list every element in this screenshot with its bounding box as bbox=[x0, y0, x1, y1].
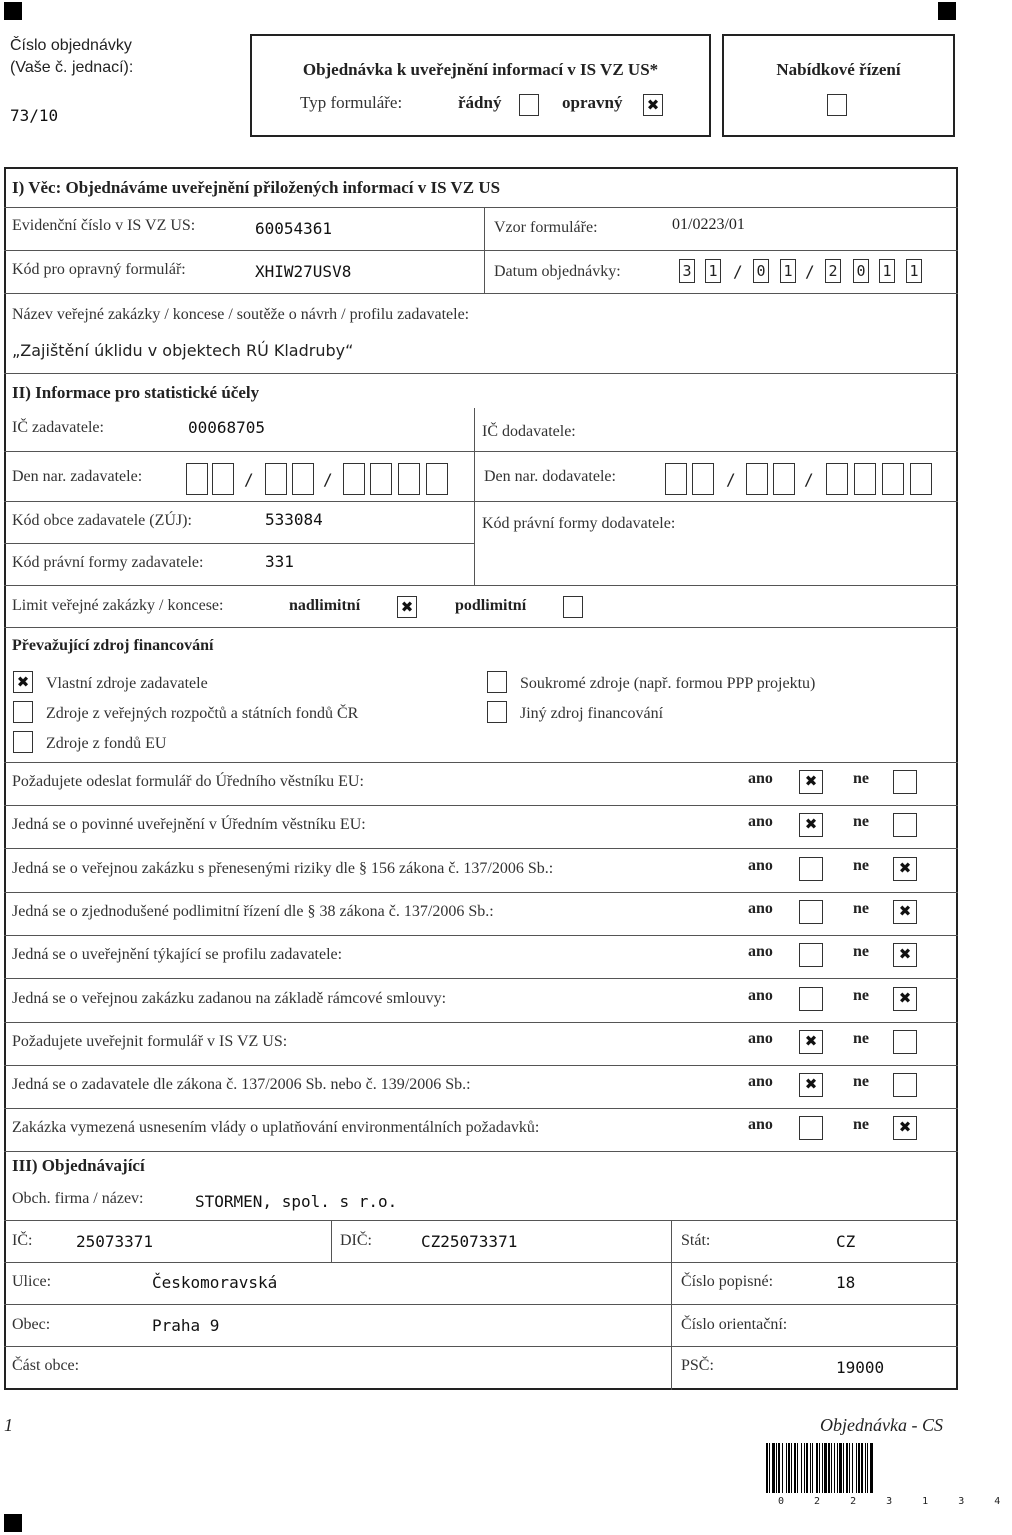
dic-value: CZ25073371 bbox=[421, 1232, 518, 1251]
date-separator: / bbox=[804, 470, 814, 489]
nazev-label: Název veřejné zakázky / koncese / soutěže o návrh / profilu zadavatele: bbox=[12, 306, 470, 323]
birth-date-box[interactable] bbox=[665, 463, 687, 495]
barcode-bar bbox=[846, 1443, 848, 1493]
barcode-bar bbox=[806, 1443, 808, 1493]
question-text: Jedná se o zjednodušené podlimitní řízení dle § 38 zákona č. 137/2006 Sb.: bbox=[12, 903, 494, 920]
question-text: Jedná se o povinné uveřejnění v Úředním věstníku EU: bbox=[12, 816, 366, 833]
barcode-bar bbox=[858, 1443, 860, 1493]
limit-label: Limit veřejné zakázky / koncese: bbox=[12, 597, 224, 614]
datum-label: Datum objednávky: bbox=[494, 263, 621, 280]
barcode-bar bbox=[822, 1443, 823, 1493]
title-box bbox=[250, 34, 711, 137]
kod-pf-dod-label: Kód právní formy dodavatele: bbox=[482, 515, 676, 532]
form-type-regular-checkbox[interactable] bbox=[519, 94, 539, 116]
obec-value: Praha 9 bbox=[152, 1316, 220, 1335]
date-digit: 1 bbox=[879, 259, 895, 283]
ulice-value: Českomoravská bbox=[152, 1273, 278, 1292]
barcode-bar bbox=[828, 1443, 830, 1493]
question-text: Jedná se o zadavatele dle zákona č. 137/2006 Sb. nebo č. 139/2006 Sb.: bbox=[12, 1076, 471, 1093]
divider bbox=[4, 805, 958, 806]
yes-checkbox[interactable] bbox=[799, 1116, 823, 1140]
section-2-title: II) Informace pro statistické účely bbox=[12, 383, 260, 402]
form-type-regular-label: řádný bbox=[458, 93, 502, 112]
tender-checkbox[interactable] bbox=[827, 94, 847, 116]
date-separator: / bbox=[733, 262, 743, 281]
no-label: ne bbox=[853, 770, 869, 787]
barcode-bar bbox=[837, 1443, 838, 1493]
kod-label: Kód pro opravný formulář: bbox=[12, 261, 186, 278]
no-label: ne bbox=[853, 943, 869, 960]
limit-pod-checkbox[interactable] bbox=[563, 596, 583, 618]
divider bbox=[474, 408, 475, 585]
divider bbox=[4, 451, 958, 452]
barcode-bar bbox=[831, 1443, 832, 1493]
ic-zad-label: IČ zadavatele: bbox=[12, 419, 104, 436]
no-checkbox[interactable] bbox=[893, 900, 917, 924]
section-3-title: III) Objednávající bbox=[12, 1156, 145, 1175]
kod-value: XHIW27USV8 bbox=[255, 262, 352, 281]
no-label: ne bbox=[853, 1116, 869, 1133]
no-checkbox[interactable] bbox=[893, 1073, 917, 1097]
yes-checkbox[interactable] bbox=[799, 900, 823, 924]
no-checkbox[interactable] bbox=[893, 813, 917, 837]
date-digit: 1 bbox=[906, 259, 922, 283]
yes-checkbox[interactable] bbox=[799, 857, 823, 881]
birth-date-box[interactable] bbox=[854, 463, 876, 495]
yes-label: ano bbox=[748, 1116, 773, 1133]
divider bbox=[4, 250, 958, 251]
date-separator: / bbox=[244, 470, 254, 489]
zdroj-verejne-checkbox[interactable] bbox=[13, 701, 33, 723]
barcode-bar bbox=[797, 1443, 798, 1493]
obec-label: Obec: bbox=[12, 1316, 51, 1333]
date-separator: / bbox=[726, 470, 736, 489]
divider bbox=[4, 762, 958, 763]
birth-date-box[interactable] bbox=[882, 463, 904, 495]
zdroj-verejne-label: Zdroje z veřejných rozpočtů a státních fondů ČR bbox=[46, 705, 359, 722]
divider bbox=[4, 848, 958, 849]
evid-label: Evidenční číslo v IS VZ US: bbox=[12, 217, 196, 234]
nazev-value: „Zajištění úklidu v objektech RÚ Kladruby“ bbox=[12, 341, 354, 360]
yes-label: ano bbox=[748, 1073, 773, 1090]
zdroj-vlastni-checkbox[interactable] bbox=[13, 671, 33, 693]
zdroj-eu-label: Zdroje z fondů EU bbox=[46, 735, 167, 752]
barcode-bar bbox=[791, 1443, 792, 1493]
firma-value: STORMEN, spol. s r.o. bbox=[195, 1192, 398, 1211]
vzor-value: 01/0223/01 bbox=[672, 216, 745, 233]
barcode-bar bbox=[861, 1443, 863, 1493]
form-type-label: Typ formuláře: bbox=[300, 93, 403, 112]
tender-label: Nabídkové řízení bbox=[776, 60, 901, 79]
order-number-label-line2: (Vaše č. jednací): bbox=[10, 59, 134, 76]
dic-label: DIČ: bbox=[340, 1232, 372, 1249]
cislo-pop-label: Číslo popisné: bbox=[681, 1273, 774, 1290]
stat-value: CZ bbox=[836, 1232, 856, 1251]
kod-obce-label: Kód obce zadavatele (ZÚJ): bbox=[12, 512, 192, 529]
cast-obce-label: Část obce: bbox=[12, 1357, 80, 1374]
date-separator: / bbox=[805, 262, 815, 281]
zdroj-title: Převažující zdroj financování bbox=[12, 637, 214, 654]
barcode-bar bbox=[782, 1443, 783, 1493]
no-label: ne bbox=[853, 1073, 869, 1090]
yes-label: ano bbox=[748, 857, 773, 874]
no-label: ne bbox=[853, 813, 869, 830]
divider bbox=[4, 1346, 958, 1347]
date-digit: 3 bbox=[679, 259, 695, 283]
date-separator: / bbox=[323, 470, 333, 489]
barcode-bar bbox=[772, 1443, 775, 1493]
barcode-bar bbox=[776, 1443, 777, 1493]
no-checkbox[interactable] bbox=[893, 987, 917, 1011]
divider bbox=[4, 501, 958, 502]
form-type-corrective-label: opravný bbox=[562, 93, 623, 112]
barcode-bar bbox=[819, 1443, 820, 1493]
birth-date-box[interactable] bbox=[746, 463, 768, 495]
section-1-title: I) Věc: Objednáváme uveřejnění přiložených informací v IS VZ US bbox=[12, 178, 501, 197]
question-text: Zakázka vymezená usnesením vlády o uplatňování environmentálních požadavků: bbox=[12, 1119, 540, 1136]
birth-date-box[interactable] bbox=[910, 463, 932, 495]
order-number-label-line1: Číslo objednávky bbox=[10, 37, 132, 54]
psc-value: 19000 bbox=[836, 1358, 885, 1377]
yes-label: ano bbox=[748, 900, 773, 917]
no-checkbox[interactable] bbox=[893, 1030, 917, 1054]
divider bbox=[4, 1022, 958, 1023]
question-text: Jedná se o veřejnou zakázku s přenesenými riziky dle § 156 zákona č. 137/2006 Sb.: bbox=[12, 860, 554, 877]
zdroj-eu-checkbox[interactable] bbox=[13, 731, 33, 753]
birth-date-box[interactable] bbox=[265, 463, 287, 495]
firma-label: Obch. firma / název: bbox=[12, 1190, 144, 1207]
ulice-label: Ulice: bbox=[12, 1273, 52, 1290]
divider bbox=[4, 585, 958, 586]
no-checkbox[interactable] bbox=[893, 770, 917, 794]
divider bbox=[4, 627, 958, 628]
yes-checkbox[interactable] bbox=[799, 987, 823, 1011]
stat-label: Stát: bbox=[681, 1232, 711, 1249]
barcode-bar bbox=[834, 1443, 835, 1493]
corner-marker-top-left bbox=[4, 2, 22, 20]
birth-date-box[interactable] bbox=[773, 463, 795, 495]
birth-date-box[interactable] bbox=[692, 463, 714, 495]
date-digit: 0 bbox=[753, 259, 769, 283]
question-text: Jedná se o veřejnou zakázku zadanou na základě rámcové smlouvy: bbox=[12, 990, 447, 1007]
yes-checkbox[interactable] bbox=[799, 770, 823, 794]
zdroj-vlastni-label: Vlastní zdroje zadavatele bbox=[46, 675, 208, 692]
form-title: Objednávka k uveřejnění informací v IS VZ US* bbox=[302, 60, 659, 79]
date-digit: 1 bbox=[780, 259, 796, 283]
yes-label: ano bbox=[748, 943, 773, 960]
divider bbox=[4, 1151, 958, 1152]
yes-checkbox[interactable] bbox=[799, 813, 823, 837]
page-number: 1 bbox=[4, 1415, 13, 1435]
yes-checkbox[interactable] bbox=[799, 943, 823, 967]
barcode-bar bbox=[786, 1443, 787, 1493]
limit-nad-checkbox[interactable] bbox=[397, 596, 417, 618]
divider bbox=[4, 293, 958, 294]
date-digit: 2 bbox=[825, 259, 841, 283]
date-digit: 0 bbox=[853, 259, 869, 283]
limit-nad-label: nadlimitní bbox=[289, 597, 361, 614]
birth-date-box[interactable] bbox=[398, 463, 420, 495]
birth-date-box[interactable] bbox=[370, 463, 392, 495]
zdroj-jiny-checkbox[interactable] bbox=[487, 701, 507, 723]
doc-label: Objednávka - CS bbox=[820, 1415, 943, 1435]
zdroj-soukrome-label: Soukromé zdroje (např. formou PPP projektu) bbox=[520, 675, 816, 692]
birth-date-box[interactable] bbox=[343, 463, 365, 495]
barcode-bar bbox=[856, 1443, 857, 1493]
barcode-bar bbox=[839, 1443, 842, 1493]
barcode-bar bbox=[812, 1443, 813, 1493]
barcode-bar bbox=[769, 1443, 770, 1493]
barcode bbox=[766, 1443, 956, 1497]
yes-label: ano bbox=[748, 987, 773, 1004]
barcode-bar bbox=[794, 1443, 796, 1493]
tender-box bbox=[722, 34, 955, 137]
cislo-pop-value: 18 bbox=[836, 1273, 856, 1292]
yes-checkbox[interactable] bbox=[799, 1030, 823, 1054]
birth-date-box[interactable] bbox=[212, 463, 234, 495]
divider bbox=[4, 1220, 958, 1221]
divider bbox=[4, 1262, 958, 1263]
no-checkbox[interactable] bbox=[893, 1116, 917, 1140]
barcode-bar bbox=[766, 1443, 768, 1493]
no-label: ne bbox=[853, 857, 869, 874]
barcode-bar bbox=[870, 1443, 873, 1493]
evid-value: 60054361 bbox=[255, 219, 333, 238]
barcode-bar bbox=[801, 1443, 802, 1493]
cislo-or-label: Číslo orientační: bbox=[681, 1316, 788, 1333]
divider bbox=[4, 1108, 958, 1109]
ic-dod-label: IČ dodavatele: bbox=[482, 423, 576, 440]
limit-pod-label: podlimitní bbox=[455, 597, 527, 614]
question-text: Jedná se o uveřejnění týkající se profilu zadavatele: bbox=[12, 946, 343, 963]
birth-date-box[interactable] bbox=[426, 463, 448, 495]
zdroj-soukrome-checkbox[interactable] bbox=[487, 671, 507, 693]
barcode-bar bbox=[804, 1443, 805, 1493]
barcode-digits: 0 2 2 3 1 3 4 bbox=[778, 1496, 1012, 1507]
divider bbox=[4, 1065, 958, 1066]
kod-pf-zad-label: Kód právní formy zadavatele: bbox=[12, 554, 204, 571]
ic-label: IČ: bbox=[12, 1232, 33, 1249]
birth-date-box[interactable] bbox=[292, 463, 314, 495]
divider bbox=[484, 207, 485, 293]
divider bbox=[4, 543, 474, 544]
no-checkbox[interactable] bbox=[893, 857, 917, 881]
question-text: Požadujete odeslat formulář do Úředního věstníku EU: bbox=[12, 773, 364, 790]
barcode-bar bbox=[843, 1443, 844, 1493]
den-dod-label: Den nar. dodavatele: bbox=[484, 468, 616, 485]
no-checkbox[interactable] bbox=[893, 943, 917, 967]
birth-date-box[interactable] bbox=[186, 463, 208, 495]
barcode-bar bbox=[788, 1443, 790, 1493]
order-number-label bbox=[10, 35, 133, 79]
barcode-bar bbox=[849, 1443, 850, 1493]
kod-obce-value: 533084 bbox=[265, 510, 323, 529]
kod-pf-zad-value: 331 bbox=[265, 552, 294, 571]
ic-zad-value: 00068705 bbox=[188, 418, 266, 437]
birth-date-box[interactable] bbox=[826, 463, 848, 495]
corner-marker-top-right bbox=[938, 2, 956, 20]
no-label: ne bbox=[853, 987, 869, 1004]
question-text: Požadujete uveřejnit formulář v IS VZ US: bbox=[12, 1033, 288, 1050]
barcode-bar bbox=[824, 1443, 827, 1493]
den-zad-label: Den nar. zadavatele: bbox=[12, 468, 143, 485]
divider bbox=[331, 1220, 332, 1262]
form-type-corrective-checkbox[interactable] bbox=[643, 94, 663, 116]
no-label: ne bbox=[853, 900, 869, 917]
yes-label: ano bbox=[748, 1030, 773, 1047]
ic-value: 25073371 bbox=[76, 1232, 154, 1251]
divider bbox=[671, 1220, 672, 1390]
divider bbox=[4, 207, 958, 208]
divider bbox=[4, 892, 958, 893]
yes-label: ano bbox=[748, 813, 773, 830]
corner-marker-bottom-left bbox=[4, 1514, 22, 1532]
vzor-label: Vzor formuláře: bbox=[494, 219, 598, 236]
divider bbox=[4, 978, 958, 979]
order-number-value: 73/10 bbox=[10, 106, 59, 125]
date-digit: 1 bbox=[705, 259, 721, 283]
divider bbox=[4, 373, 958, 374]
barcode-bar bbox=[816, 1443, 818, 1493]
no-label: ne bbox=[853, 1030, 869, 1047]
barcode-bar bbox=[865, 1443, 866, 1493]
yes-checkbox[interactable] bbox=[799, 1073, 823, 1097]
barcode-bar bbox=[778, 1443, 780, 1493]
divider bbox=[4, 1304, 958, 1305]
zdroj-jiny-label: Jiný zdroj financování bbox=[520, 705, 664, 722]
barcode-bar bbox=[852, 1443, 853, 1493]
barcode-bar bbox=[810, 1443, 811, 1493]
divider bbox=[4, 935, 958, 936]
yes-label: ano bbox=[748, 770, 773, 787]
barcode-bar bbox=[867, 1443, 868, 1493]
psc-label: PSČ: bbox=[681, 1357, 714, 1374]
